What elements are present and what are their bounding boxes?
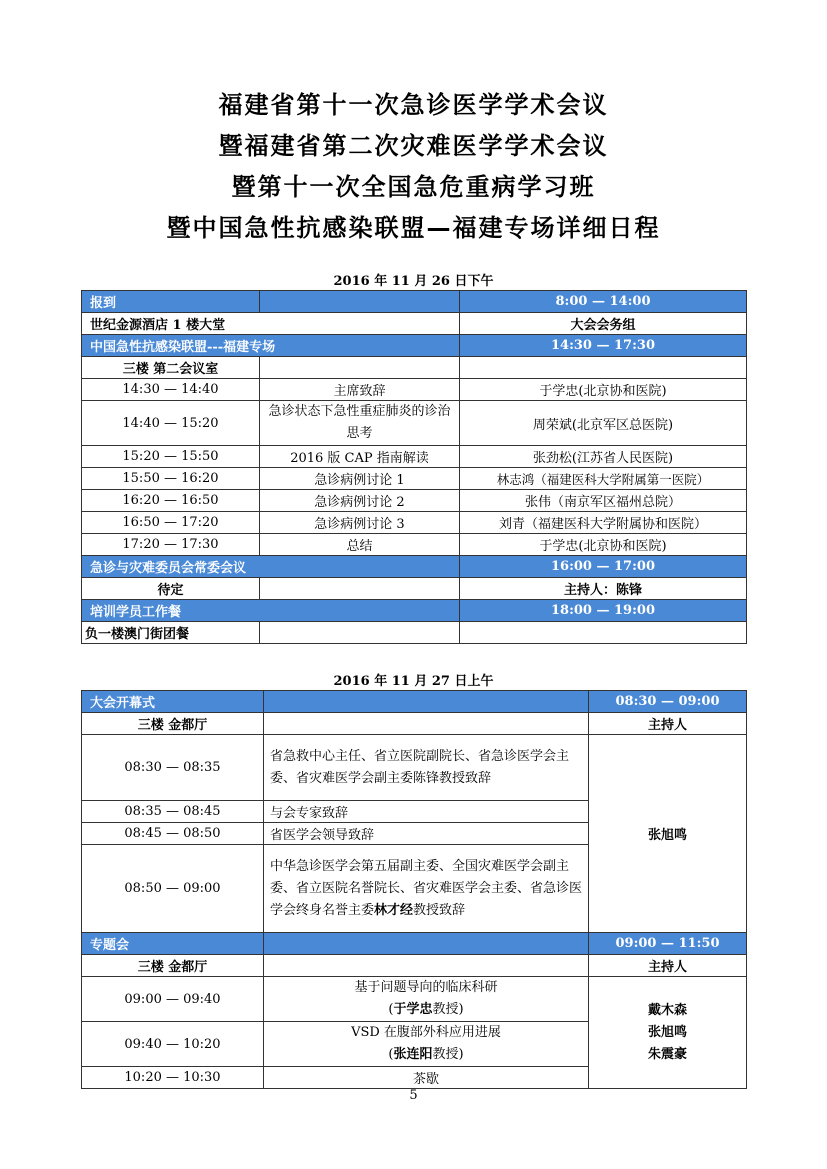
table-row: 09:00 — 09:40 基于问题导向的临床科研 (于学忠教授) 戴木森 张旭鸣 朱震豪 bbox=[82, 977, 747, 1022]
day2-schedule-table bbox=[81, 690, 747, 1089]
topic-header-row bbox=[82, 933, 747, 955]
registration-time: 8:00 — 14:00 bbox=[460, 291, 747, 313]
session2-header-row bbox=[82, 556, 747, 578]
table-row: 15:50 — 16:20 急诊病例讨论 1 林志鸿（福建医科大学附属第一医院） bbox=[82, 468, 747, 490]
day2-date: 2016 年 11 月 27 日上午 bbox=[333, 674, 494, 689]
table-row: 08:45 — 08:50 省医学会领导致辞 bbox=[82, 823, 747, 845]
table-row: 08:35 — 08:45 与会专家致辞 bbox=[82, 801, 747, 823]
session1-header-row bbox=[82, 335, 747, 357]
session3-label: 培训学员工作餐 bbox=[82, 600, 460, 622]
table-row: 14:40 — 15:20 急诊状态下急性重症肺炎的诊治思考 周荣斌(北京军区总医院) bbox=[82, 401, 747, 446]
table-row: 10:20 — 10:30 茶歇 bbox=[82, 1067, 747, 1089]
topic-hosts: 戴木森 张旭鸣 朱震豪 bbox=[589, 977, 747, 1089]
table-row: 08:30 — 08:35 省急救中心主任、省立医院副院长、省急诊医学会主委、省灾难医学会副主委陈锋教授致辞 张旭鸣 bbox=[82, 735, 747, 801]
table-row: 09:40 — 10:20 VSD 在腹部外科应用进展 (张连阳教授) bbox=[82, 1022, 747, 1067]
session3-time: 18:00 — 19:00 bbox=[460, 600, 747, 622]
session2-place: 待定 bbox=[82, 578, 260, 600]
session3-header-row bbox=[82, 600, 747, 622]
session3-place: 负一楼澳门街团餐 bbox=[82, 622, 260, 644]
session2-time: 16:00 — 17:00 bbox=[460, 556, 747, 578]
table-row: 14:30 — 14:40 主席致辞 于学忠(北京协和医院) bbox=[82, 379, 747, 401]
table-row: 16:50 — 17:20 急诊病例讨论 3 刘青（福建医科大学附属协和医院） bbox=[82, 512, 747, 534]
topic-time: 09:00 — 11:50 bbox=[589, 933, 747, 955]
speaker-name: 林才经 bbox=[374, 902, 414, 918]
registration-org: 大会会务组 bbox=[460, 313, 747, 335]
day1-date: 2016 年 11 月 26 日下午 bbox=[333, 274, 494, 289]
title-line-1: 福建省第十一次急诊医学学术会议 bbox=[218, 91, 609, 119]
session2-label: 急诊与灾难委员会常委会议 bbox=[82, 556, 460, 578]
opening-time: 08:30 — 09:00 bbox=[589, 691, 747, 713]
opening-header-row bbox=[82, 691, 747, 713]
topic-host-header: 主持人 bbox=[589, 955, 747, 977]
table-row: 17:20 — 17:30 总结 于学忠(北京协和医院) bbox=[82, 534, 747, 556]
session1-room: 三楼 第二会议室 bbox=[82, 357, 260, 379]
opening-host-header: 主持人 bbox=[589, 713, 747, 735]
page-number: 5 bbox=[409, 1088, 418, 1103]
speaker-name: 张连阳 bbox=[393, 1047, 433, 1062]
table-row: 16:20 — 16:50 急诊病例讨论 2 张伟（南京军区福州总院） bbox=[82, 490, 747, 512]
topic-room-row bbox=[82, 955, 747, 977]
table-row: 08:50 — 09:00 中华急诊医学会第五届副主委、全国灾难医学会副主委、省立医院名誉院长、省灾难医学会主委、省急诊医学会终身名誉主委林才经教授致辞 bbox=[82, 845, 747, 933]
topic-room: 三楼 金都厅 bbox=[82, 955, 264, 977]
session3-detail-row bbox=[82, 622, 747, 644]
session1-time: 14:30 — 17:30 bbox=[460, 335, 747, 357]
session1-room-row bbox=[82, 357, 747, 379]
registration-place: 世纪金源酒店 1 楼大堂 bbox=[82, 313, 460, 335]
session2-host: 主持人：陈锋 bbox=[460, 578, 747, 600]
speaker-name: 于学忠 bbox=[393, 1002, 433, 1017]
title-line-3: 暨第十一次全国急危重病学习班 bbox=[231, 173, 596, 201]
session2-detail-row bbox=[82, 578, 747, 600]
title-line-4: 暨中国急性抗感染联盟—福建专场详细日程 bbox=[166, 214, 661, 242]
title-line-2: 暨福建省第二次灾难医学学术会议 bbox=[218, 132, 609, 160]
registration-detail-row bbox=[82, 313, 747, 335]
opening-room: 三楼 金都厅 bbox=[82, 713, 264, 735]
opening-label: 大会开幕式 bbox=[82, 691, 264, 713]
topic-label: 专题会 bbox=[82, 933, 264, 955]
registration-header-row bbox=[82, 291, 747, 313]
registration-label: 报到 bbox=[82, 291, 260, 313]
opening-room-row bbox=[82, 713, 747, 735]
day1-schedule-table bbox=[81, 290, 747, 644]
opening-host: 张旭鸣 bbox=[589, 735, 747, 933]
table-row: 15:20 — 15:50 2016 版 CAP 指南解读 张劲松(江苏省人民医院) bbox=[82, 446, 747, 468]
document-title-block bbox=[0, 86, 827, 250]
session1-label: 中国急性抗感染联盟---福建专场 bbox=[82, 335, 460, 357]
